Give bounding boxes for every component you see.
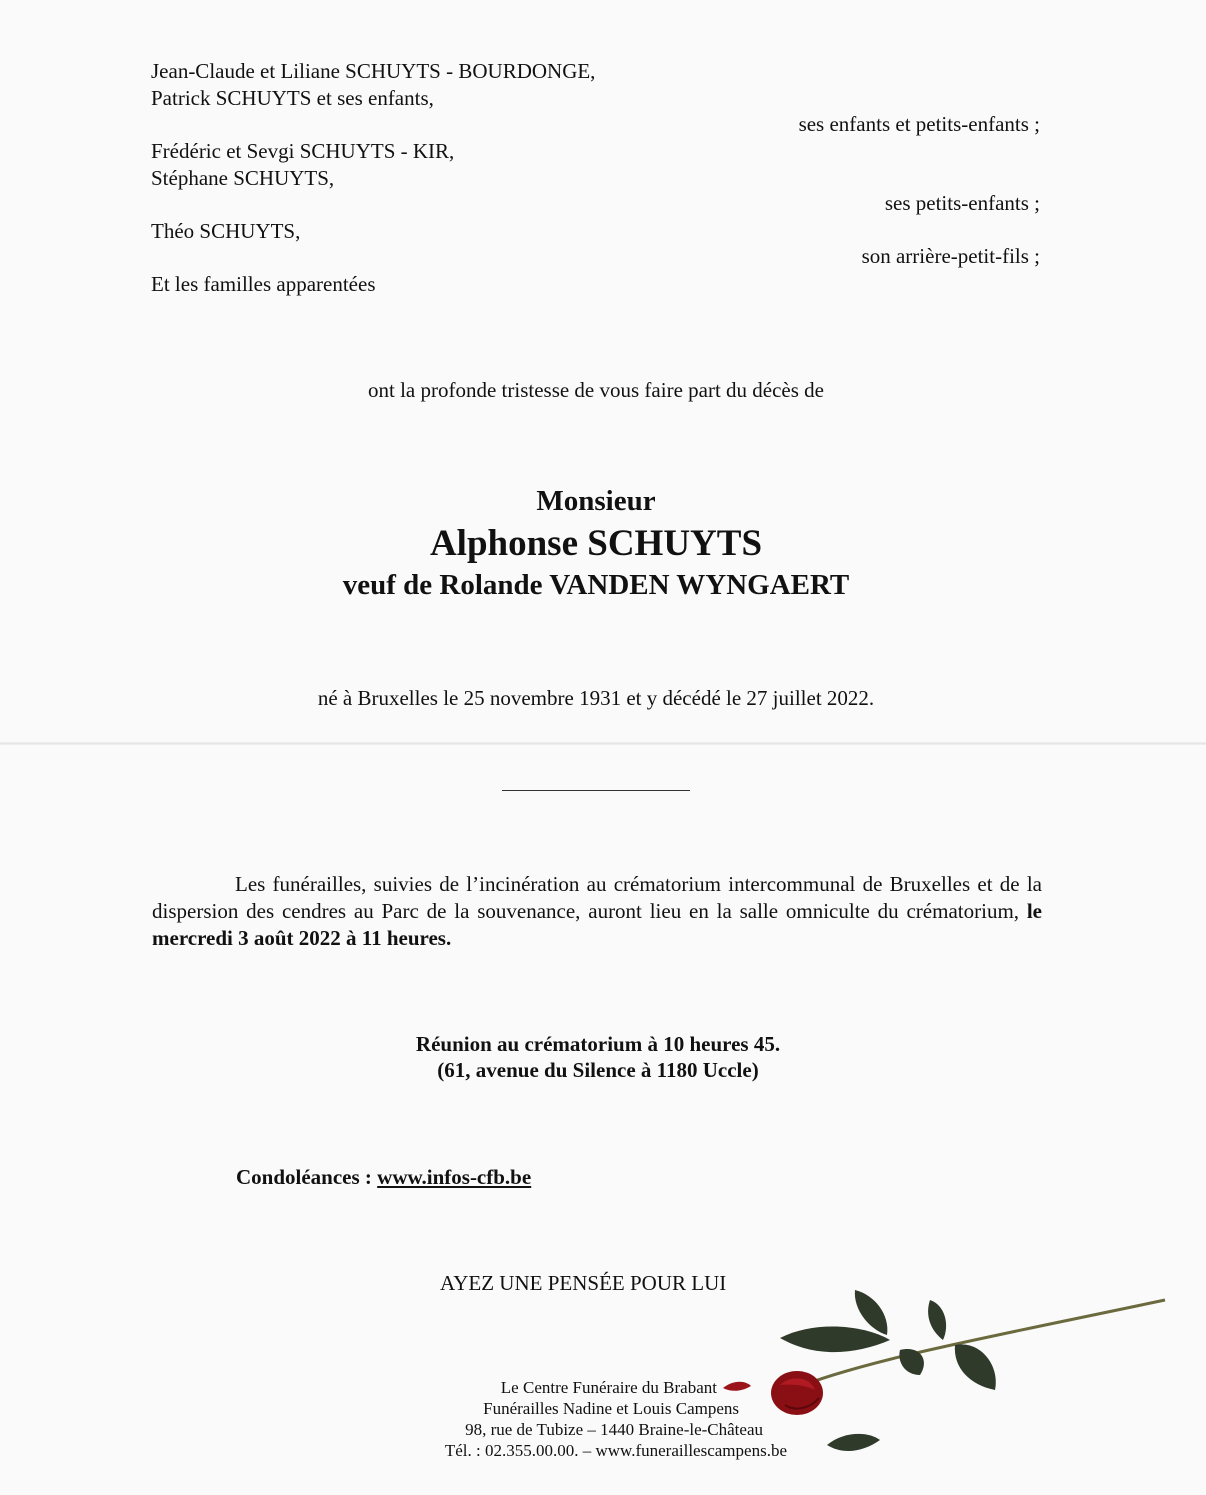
family-line-2: Patrick SCHUYTS et ses enfants, [151,86,434,110]
footer-line-1: Le Centre Funéraire du Brabant [500,1378,717,1397]
fold-line [0,742,1206,745]
footer-line-3: 98, rue de Tubize – 1440 Braine-le-Château [465,1420,763,1439]
family-line-6: Et les familles apparentées [151,272,376,296]
family-relation-3: son arrière-petit-fils ; [861,244,1040,268]
condolences-link[interactable]: www.infos-cfb.be [377,1165,532,1189]
family-line-5: Théo SCHUYTS, [151,219,301,243]
announcement-text: ont la profonde tristesse de vous faire part du décès de [367,378,824,402]
funeral-paragraph [152,871,1042,952]
family-line-4: Stéphane SCHUYTS, [151,166,335,190]
thought-text: AYEZ UNE PENSÉE POUR LUI [440,1271,727,1295]
leaf-icon [827,1434,880,1451]
leaf-icon [955,1344,996,1390]
family-relation-2: ses petits-enfants ; [884,191,1040,215]
deceased-widower: veuf de Rolande VANDEN WYNGAERT [342,569,850,601]
footer-line-4: Tél. : 02.355.00.00. – www.funeraillescampens.be [444,1441,787,1460]
leaf-icon [780,1326,890,1352]
petal-icon [723,1382,751,1391]
funeral-text: Les funérailles, suivies de l’incinération au crématorium intercommunal de Bruxelles et de la dispersion des cendres au Parc de la souvenance, auront lieu en la salle omniculte du crématorium, [152,872,1042,923]
family-line-3: Frédéric et Sevgi SCHUYTS - KIR, [151,139,455,163]
meeting-line-1: Réunion au crématorium à 10 heures 45. [415,1032,781,1056]
birth-death-text: né à Bruxelles le 25 novembre 1931 et y décédé le 27 juillet 2022. [317,686,875,710]
deceased-title: Monsieur [536,485,656,517]
deceased-name: Alphonse SCHUYTS [429,523,763,564]
family-line-1: Jean-Claude et Liliane SCHUYTS - BOURDONGE, [151,59,596,83]
leaf-icon [928,1300,946,1340]
funeral-date: le mercredi 3 août 2022 à 11 heures. [152,899,1042,950]
footer-line-2: Funérailles Nadine et Louis Campens [483,1399,739,1418]
condolences-line [236,1164,531,1191]
leaf-icon [855,1290,888,1335]
separator-line [502,790,690,791]
family-relation-1: ses enfants et petits-enfants ; [798,112,1040,136]
meeting-line-2: (61, avenue du Silence à 1180 Uccle) [437,1058,759,1082]
condolences-label: Condoléances : [236,1165,378,1189]
